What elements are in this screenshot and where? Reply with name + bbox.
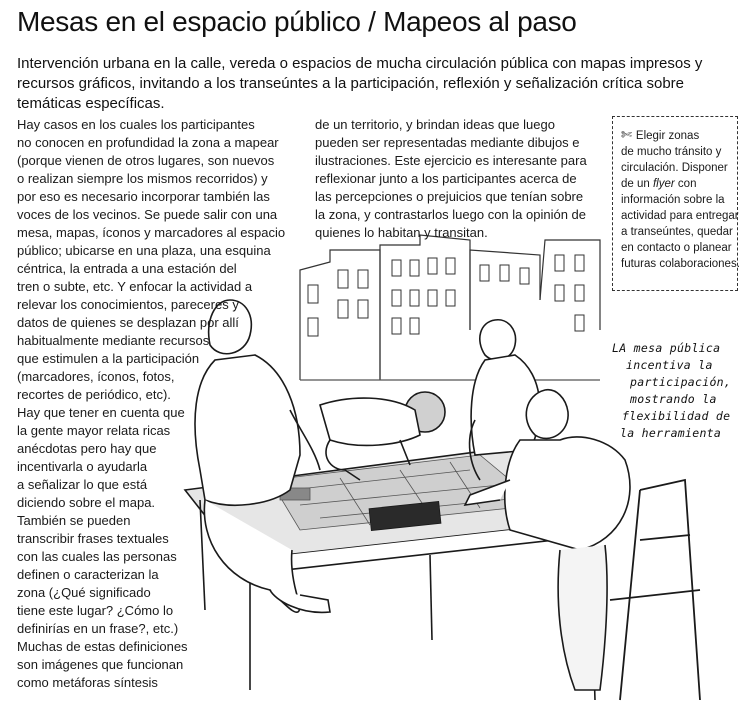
tip-line: de mucho tránsito y	[621, 146, 722, 158]
handwritten-note	[612, 340, 742, 442]
text-line: con las cuales las personas	[17, 549, 177, 564]
note-line: mostrando la	[630, 392, 717, 406]
tip-line	[621, 127, 731, 144]
text-line: zona (¿Qué significado	[17, 585, 151, 600]
text-line: habitualmente mediante recursos	[17, 333, 210, 348]
text-line: son imágenes que funcionan	[17, 657, 184, 672]
page-subtitle: Intervención urbana en la calle, vereda o espacios de mucha circulación pública con mapas impresos y recursos gráficos, invitando a los transeúntes a la participación, reflexión y señalización crítica sobre temáticas específicas.	[17, 55, 703, 112]
text-line: También se pueden	[17, 513, 131, 528]
text-line: recortes de periódico, etc).	[17, 387, 171, 402]
text-line: céntrica, la entrada a una estación del	[17, 261, 237, 276]
text-line: (porque vienen de otros lugares, son nuevos	[17, 153, 275, 168]
background-buildings	[300, 235, 600, 380]
page-title: Mesas en el espacio público / Mapeos al paso	[17, 6, 577, 37]
tip-line: información sobre la	[621, 194, 725, 206]
tip-line: futuras colaboraciones.	[621, 258, 740, 270]
text-line: Hay casos en los cuales los participantes	[17, 117, 255, 132]
tip-line	[621, 176, 731, 192]
text-line: incentivarla o ayudarla	[17, 459, 148, 474]
note-line: LA mesa pública	[612, 341, 721, 355]
text-line: de un territorio, y brindan ideas que luego	[315, 117, 555, 132]
text-line: público; ubicarse en una plaza, una esquina	[17, 243, 271, 258]
text-line: relevar los conocimientos, pareceres y	[17, 297, 239, 312]
text-line: voces de los vecinos. Se puede salir con una	[17, 207, 278, 222]
text-line: Hay que tener en cuenta que	[17, 405, 185, 420]
body-column-2	[315, 116, 605, 242]
text-line: la zona, y contrastarlos luego con la opinión de	[315, 207, 587, 222]
tip-line: circulación. Disponer	[621, 162, 728, 174]
text-line: que estimulen a la participación	[17, 351, 200, 366]
text-line: a señalizar lo que está	[17, 477, 148, 492]
tip-flyer-word: flyer	[652, 178, 675, 190]
text-line: mesa, mapas, íconos y marcadores al espacio	[17, 225, 286, 240]
tip-line: actividad para entregar	[621, 210, 739, 222]
tip-text: con	[677, 178, 697, 190]
text-line: la gente mayor relata ricas	[17, 423, 171, 438]
note-line: la herramienta	[620, 426, 722, 440]
text-line: no conocen en profundidad la zona a mapear	[17, 135, 279, 150]
text-line: quienes lo habitan y transitan.	[315, 225, 488, 240]
text-line: Muchas de estas definiciones	[17, 639, 188, 654]
text-line: pueden ser representadas mediante dibujos e	[315, 135, 580, 150]
text-line: las percepciones o prejuicios que tenían sobre	[315, 189, 584, 204]
scissors-icon: ✄	[621, 127, 632, 142]
text-line: tiene este lugar? ¿Cómo lo	[17, 603, 174, 618]
text-line: definen o caracterizan la	[17, 567, 159, 582]
text-line: o realizan siempre los mismos recorridos) y	[17, 171, 268, 186]
text-line: definirías en un frase?, etc.)	[17, 621, 179, 636]
text-line: como metáforas síntesis	[17, 675, 158, 690]
text-line: transcribir frases textuales	[17, 531, 169, 546]
tip-box	[612, 116, 738, 291]
text-line: por eso es necesario incorporar también las	[17, 189, 270, 204]
text-line: anécdotas pero hay que	[17, 441, 157, 456]
tip-line: en contacto o planear	[621, 242, 732, 254]
tip-line: a transeúntes, quedar	[621, 226, 733, 238]
text-line: datos de quienes se desplazan por allí	[17, 315, 239, 330]
body-column-1	[17, 116, 307, 692]
note-line: participación,	[630, 375, 732, 389]
tip-text: Elegir zonas	[635, 130, 700, 142]
tip-text: de un	[621, 178, 650, 190]
note-line: incentiva la	[626, 358, 713, 372]
text-line: diciendo sobre el mapa.	[17, 495, 156, 510]
note-line: flexibilidad de	[622, 409, 731, 423]
text-line: (marcadores, íconos, fotos,	[17, 369, 175, 384]
text-line: ilustraciones. Este ejercicio es interesante para	[315, 153, 587, 168]
text-line: tren o subte, etc. Y enfocar la actividad a	[17, 279, 253, 294]
text-line: reflexionar junto a los participantes acerca de	[315, 171, 577, 186]
